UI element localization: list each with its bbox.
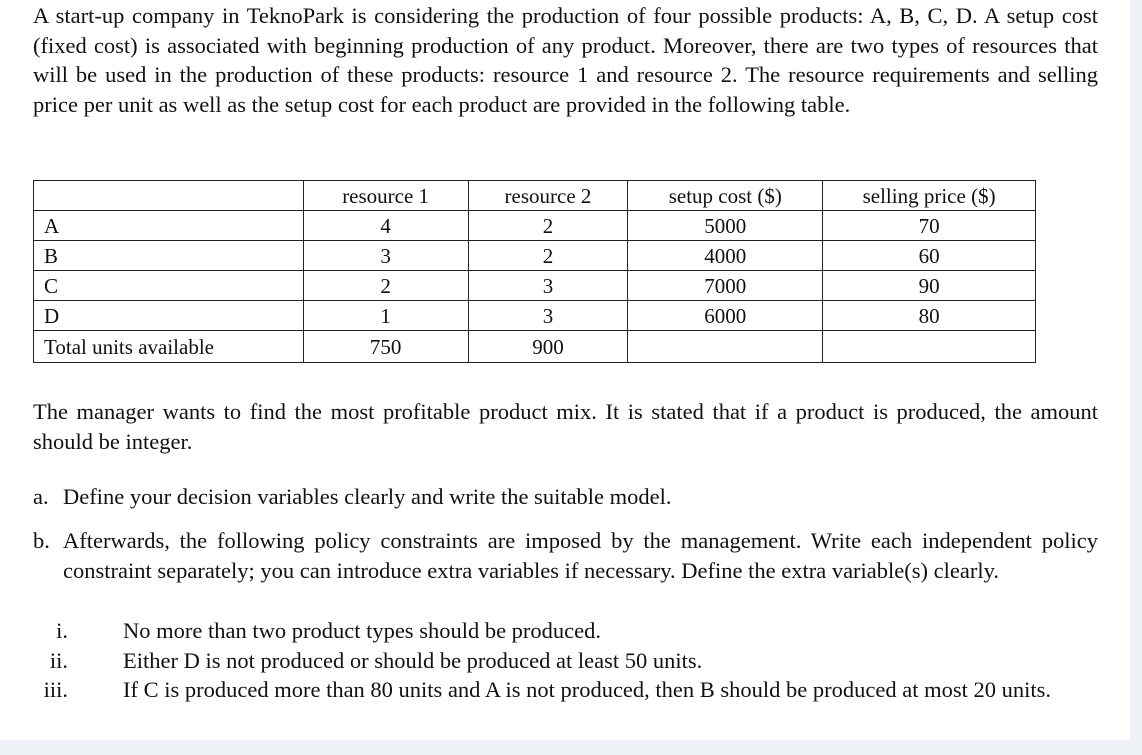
table-cell: 60	[823, 241, 1036, 271]
question-text: Afterwards, the following policy constraints are imposed by the management. Write each independent policy constraint separately; you can introduce extra variables if necessary. Define the extra variable(s) clearly.	[63, 528, 1098, 583]
table-header-cell: selling price ($)	[823, 181, 1036, 211]
list-item	[33, 646, 1098, 676]
table-total-row	[34, 331, 1036, 363]
list-item	[33, 675, 1098, 705]
table-row	[34, 241, 1036, 271]
item-text: If C is produced more than 80 units and A is not produced, then B should be produced at most 20 units.	[123, 677, 1052, 702]
item-number: ii.	[49, 647, 68, 673]
item-number: iii.	[43, 677, 68, 702]
item-text: No more than two product types should be produced.	[123, 618, 602, 643]
table-header-cell: resource 1	[303, 181, 468, 211]
table-cell	[628, 331, 823, 363]
table-cell: 900	[468, 331, 628, 363]
question-letter: a.	[33, 484, 49, 509]
table-cell: 750	[303, 331, 468, 363]
question-a	[33, 482, 1098, 512]
total-label: Total units available	[34, 331, 304, 363]
table-header-cell	[34, 181, 304, 211]
table-cell: 3	[303, 241, 468, 271]
table-cell: 1	[303, 301, 468, 331]
table-cell: 3	[468, 271, 628, 301]
table-cell: 3	[468, 301, 628, 331]
list-item	[33, 616, 1098, 646]
table-cell: 2	[468, 241, 628, 271]
table-row	[34, 271, 1036, 301]
product-label: A	[34, 211, 304, 241]
table-cell: 2	[303, 271, 468, 301]
item-number: i.	[56, 618, 68, 643]
product-table	[33, 180, 1036, 363]
table-cell: 90	[823, 271, 1036, 301]
table-cell: 80	[823, 301, 1036, 331]
table-cell: 4	[303, 211, 468, 241]
question-letter: b.	[33, 528, 50, 553]
product-label: B	[34, 241, 304, 271]
table-cell: 4000	[628, 241, 823, 271]
table-cell	[823, 331, 1036, 363]
manager-paragraph: The manager wants to find the most profitable product mix. It is stated that if a product is produced, the amount should be integer.	[33, 399, 1098, 454]
table-header-cell: resource 2	[468, 181, 628, 211]
intro-paragraph: A start-up company in TeknoPark is considering the production of four possible products: A, B, C, D. A setup cost (fixed cost) is associated with beginning production of any product. Moreover, there are two types of resources that will be used in the production of these products: resource 1 and resource 2. The resource requirements and selling price per unit as well as the setup cost for each product are provided in the following table.	[33, 3, 1098, 117]
table-header-cell: setup cost ($)	[628, 181, 823, 211]
product-label: D	[34, 301, 304, 331]
table-cell: 2	[468, 211, 628, 241]
product-label: C	[34, 271, 304, 301]
table-cell: 5000	[628, 211, 823, 241]
question-text: Define your decision variables clearly and write the suitable model.	[63, 484, 672, 509]
table-row	[34, 211, 1036, 241]
table-cell: 6000	[628, 301, 823, 331]
item-text: Either D is not produced or should be produced at least 50 units.	[123, 647, 703, 673]
table-row	[34, 301, 1036, 331]
table-header-row	[34, 181, 1036, 211]
table-cell: 7000	[628, 271, 823, 301]
table-cell: 70	[823, 211, 1036, 241]
question-b	[33, 526, 1098, 585]
policy-constraints-list	[33, 616, 1098, 705]
